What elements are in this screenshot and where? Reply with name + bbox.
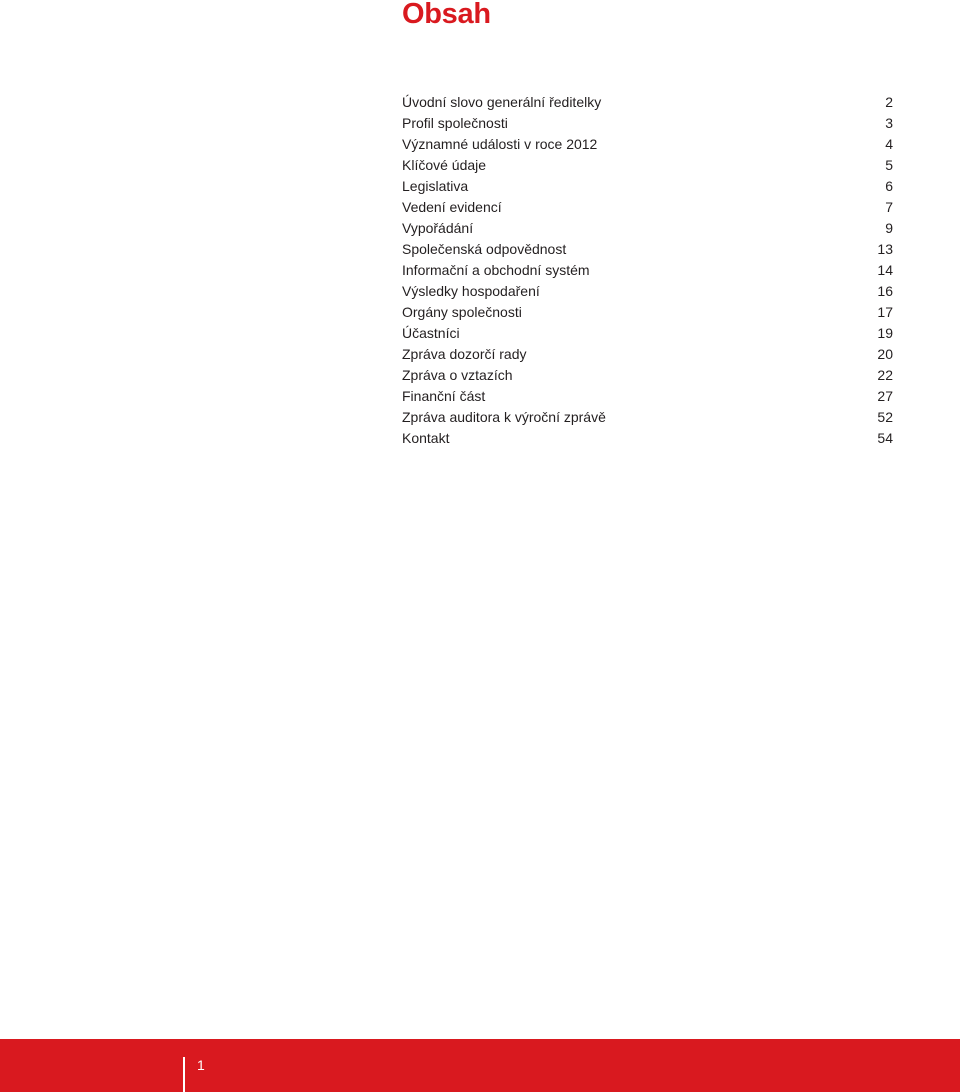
toc-entry[interactable] [402,302,893,323]
toc-entry-title[interactable]: Úvodní slovo generální ředitelky [402,94,602,110]
table-of-contents [402,92,893,449]
toc-entry-title[interactable]: Informační a obchodní systém [402,262,590,278]
toc-entry-page-number[interactable]: 6 [885,178,893,194]
toc-entry-title[interactable]: Klíčové údaje [402,157,487,173]
toc-entry[interactable] [402,428,893,449]
toc-entry[interactable] [402,323,893,344]
toc-entry-title[interactable]: Vedení evidencí [402,199,502,215]
toc-entry-page-number[interactable]: 27 [877,388,893,404]
toc-entry-page-number[interactable]: 54 [877,430,893,446]
toc-entry-title[interactable]: Profil společnosti [402,115,508,131]
page-title: Obsah [402,0,491,30]
toc-entry[interactable] [402,176,893,197]
toc-entry[interactable] [402,260,893,281]
toc-entry-title[interactable]: Zpráva auditora k výroční zprávě [402,409,606,425]
toc-entry-title[interactable]: Finanční část [402,388,486,404]
toc-entry-page-number[interactable]: 9 [885,220,893,236]
toc-entry[interactable] [402,92,893,113]
footer-divider [183,1057,185,1092]
toc-entry-title[interactable]: Legislativa [402,178,469,194]
toc-entry[interactable] [402,344,893,365]
toc-entry-title[interactable]: Společenská odpovědnost [402,241,567,257]
toc-entry[interactable] [402,281,893,302]
toc-entry-page-number[interactable]: 20 [877,346,893,362]
toc-entry[interactable] [402,134,893,155]
toc-entry-title[interactable]: Kontakt [402,430,450,446]
toc-entry[interactable] [402,113,893,134]
toc-entry-title[interactable]: Významné události v roce 2012 [402,136,598,152]
toc-entry-title[interactable]: Účastníci [402,325,460,341]
toc-entry-page-number[interactable]: 13 [877,241,893,257]
toc-entry-page-number[interactable]: 14 [877,262,893,278]
toc-entry-title[interactable]: Výsledky hospodaření [402,283,540,299]
toc-entry-title[interactable]: Orgány společnosti [402,304,522,320]
toc-entry[interactable] [402,197,893,218]
toc-entry[interactable] [402,218,893,239]
toc-entry-page-number[interactable]: 16 [877,283,893,299]
toc-entry-title[interactable]: Zpráva dozorčí rady [402,346,527,362]
toc-entry-page-number[interactable]: 3 [885,115,893,131]
toc-entry-page-number[interactable]: 52 [877,409,893,425]
toc-entry-page-number[interactable]: 17 [877,304,893,320]
toc-entry-page-number[interactable]: 2 [885,94,893,110]
toc-entry-page-number[interactable]: 19 [877,325,893,341]
toc-entry[interactable] [402,386,893,407]
footer-band [0,1039,960,1092]
toc-entry-page-number[interactable]: 4 [885,136,893,152]
toc-entry-title[interactable]: Zpráva o vztazích [402,367,513,383]
toc-entry-page-number[interactable]: 5 [885,157,893,173]
toc-entry-title[interactable]: Vypořádání [402,220,474,236]
toc-entry[interactable] [402,407,893,428]
toc-entry-page-number[interactable]: 7 [885,199,893,215]
toc-entry[interactable] [402,239,893,260]
toc-entry[interactable] [402,155,893,176]
footer-page-number: 1 [197,1057,205,1073]
toc-entry[interactable] [402,365,893,386]
toc-entry-page-number[interactable]: 22 [877,367,893,383]
